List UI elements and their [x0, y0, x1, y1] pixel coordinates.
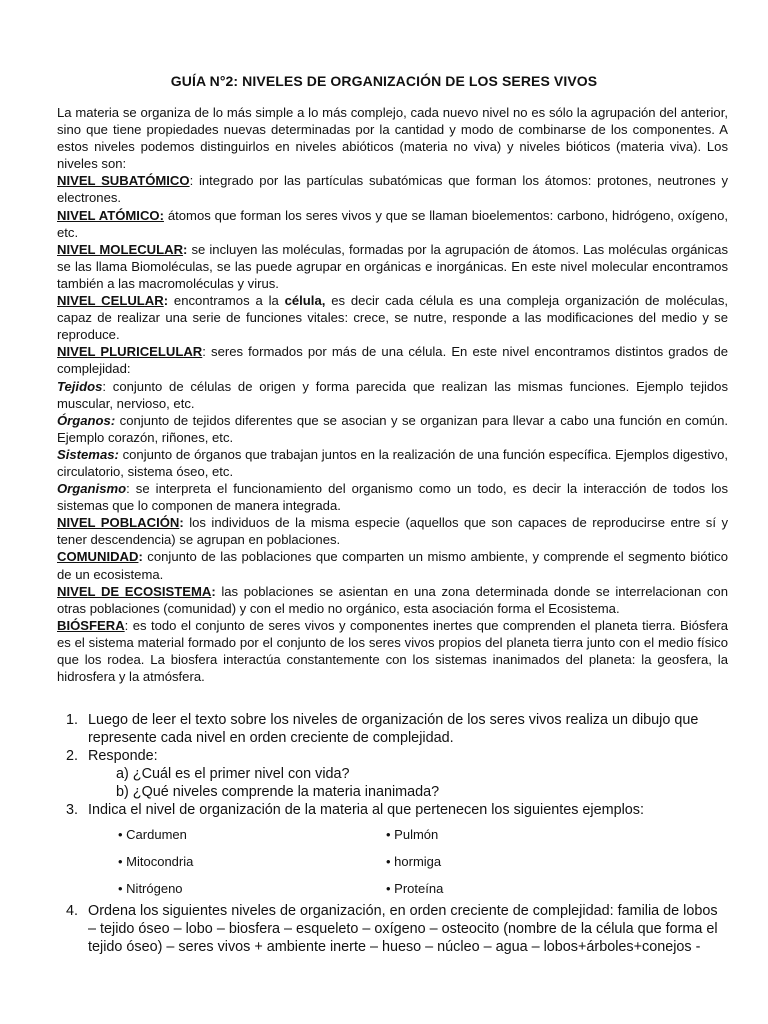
questions-list: [66, 711, 726, 956]
question-3-text: Indica el nivel de organización de la materia al que pertenecen los siguientes ejemplos:: [88, 802, 644, 818]
sublevel-organismo: [57, 480, 728, 514]
desc-celular: es decir cada célula es una compleja organización de moléculas, capaz de realizar una serie de funciones vitales: crece, se nutre, responde a las modificaciones del medio y se reproduce.: [57, 293, 729, 343]
example-item: • Nitrógeno: [118, 881, 183, 896]
level-atomico: [57, 207, 728, 241]
question-4: [66, 902, 726, 956]
question-1-text: Luego de leer el texto sobre los niveles de organización de los seres vivos realiza un dibujo que represente cada nivel en orden creciente de complejidad.: [88, 712, 699, 746]
example-item: • Cardumen: [118, 827, 187, 842]
term-tejidos: Tejidos: [57, 378, 103, 394]
example-item: • Mitocondria: [118, 854, 194, 869]
desc-ecosistema: las poblaciones se asientan en una zona determinada donde se interrelacionan con otras poblaciones (comunidad) y con el medio no orgánico, esta asociación forma el Ecosistema.: [57, 583, 728, 616]
guide-body: [57, 104, 728, 685]
question-1: [66, 711, 726, 747]
question-4-number: 4.: [66, 903, 79, 919]
term-atomico: NIVEL ATÓMICO:: [57, 207, 164, 223]
desc-tejidos: : conjunto de células de origen y forma parecida que realizan las mismas funciones. Ejemplo tejidos muscular, nervioso, etc.: [57, 378, 728, 411]
question-4-text: Ordena los siguientes niveles de organización, en orden creciente de complejidad: familia de lobos – tejido óseo – lobo – biosfera – esqueleto – oxígeno – osteocito (nombre de la célula que forma el tejido óseo) – seres vivos + ambiente inerte – hueso – núcleo – agua – lobos+árboles+conejos -: [88, 903, 718, 955]
question-2a: a) ¿Cuál es el primer nivel con vida?: [116, 766, 350, 782]
level-poblacion: [57, 514, 728, 548]
desc-pluricelular: : seres formados por más de una célula. En este nivel encontramos distintos grados de complejidad:: [57, 344, 729, 377]
desc-biosfera: : es todo el conjunto de seres vivos y componentes inertes que comprenden el planeta tierra. Biósfera es el sistema material formado por el conjunto de los seres vivos propios del planeta tierra junto con el medio físico que los rodea. La biosfera interactúa constantemente con los sistemas inanimados del planeta: la geosfera, la hidrosfera y la atmósfera.: [57, 617, 728, 685]
example-item: • Proteína: [386, 881, 444, 896]
intro-paragraph: La materia se organiza de lo más simple a lo más complejo, cada nuevo nivel no es sólo la agrupación del anterior, sino que tiene propiedades nuevas determinadas por la cantidad y modo de combinarse de los componentes. A estos niveles podemos distinguirlos en niveles abióticos (materia no viva) y niveles bióticos (materia viva). Los niveles son:: [57, 105, 728, 172]
sublevel-sistemas: [57, 446, 728, 480]
term-pluricelular: NIVEL PLURICELULAR: [57, 344, 203, 360]
desc-atomico: átomos que forman los seres vivos y que se llaman bioelementos: carbono, hidrógeno, oxígeno, etc.: [57, 207, 728, 240]
question-3: [66, 801, 726, 819]
question-2-number: 2.: [66, 748, 79, 764]
level-comunidad: [57, 548, 728, 582]
desc-molecular: se incluyen las moléculas, formadas por la agrupación de átomos. Las moléculas orgánicas se las llama Biomoléculas, se las puede agrupar en orgánicas e inorgánicas. En este nivel molecular encontramos también a las macromoléculas y virus.: [57, 241, 728, 291]
level-biosfera: [57, 617, 728, 685]
pre-celular: encontramos a la: [168, 293, 285, 309]
sublevel-tejidos: [57, 378, 728, 412]
example-item: • hormiga: [386, 854, 442, 869]
desc-comunidad: conjunto de las poblaciones que comparten un mismo ambiente, y comprende el segmento biótico de un ecosistema.: [57, 549, 728, 582]
desc-subatomico: : integrado por las partículas subatómicas que forman los átomos: protones, neutrones y electrones.: [57, 173, 728, 206]
term-organismo: Organismo: [57, 481, 127, 497]
colon-celular: :: [163, 293, 169, 309]
term-organos: Órganos:: [57, 412, 116, 428]
question-2b: b) ¿Qué niveles comprende la materia inanimada?: [116, 784, 440, 800]
level-molecular: [57, 241, 728, 292]
term-celular: NIVEL CELULAR: [57, 293, 164, 309]
question-2-text: Responde:: [88, 748, 158, 764]
desc-sistemas: conjunto de órganos que trabajan juntos en la realización de una función específica. Ejemplos digestivo, circulatorio, sistema óseo, etc.: [57, 446, 728, 479]
term-molecular: NIVEL MOLECULAR: [57, 241, 184, 257]
term-biosfera: BIÓSFERA: [57, 617, 125, 633]
term-poblacion: NIVEL POBLACIÓN: [57, 515, 180, 531]
example-item: • Pulmón: [386, 827, 439, 842]
desc-organos: conjunto de tejidos diferentes que se asocian y se organizan para llevar a cabo una función en común. Ejemplo corazón, riñones, etc.: [57, 412, 728, 445]
question-2: [66, 747, 726, 765]
level-pluricelular: [57, 343, 728, 377]
colon-ecosistema: :: [211, 583, 216, 599]
colon-poblacion: :: [179, 515, 184, 531]
desc-poblacion: los individuos de la misma especie (aquellos que son capaces de reproducirse entre sí y tener descendencia) se agrupan en poblaciones.: [57, 515, 728, 548]
term-ecosistema: NIVEL DE ECOSISTEMA: [57, 583, 212, 599]
colon-comunidad: :: [138, 549, 143, 565]
colon-molecular: :: [183, 241, 188, 257]
bold-celula: célula,: [284, 293, 326, 309]
term-subatomico: NIVEL SUBATÓMICO: [57, 173, 190, 189]
term-sistemas: Sistemas:: [57, 446, 119, 462]
level-subatomico: [57, 172, 728, 206]
level-ecosistema: [57, 583, 728, 617]
page-title: GUÍA N°2: NIVELES DE ORGANIZACIÓN DE LOS SERES VIVOS: [170, 73, 598, 89]
level-celular: [57, 292, 728, 343]
desc-organismo: : se interpreta el funcionamiento del organismo como un todo, es decir la interacción de todos los sistemas que lo componen de manera integrada.: [57, 481, 728, 514]
term-comunidad: COMUNIDAD: [57, 549, 139, 565]
sublevel-organos: [57, 412, 728, 446]
question-3-number: 3.: [66, 802, 79, 818]
question-1-number: 1.: [66, 712, 79, 728]
examples-grid: [118, 821, 726, 902]
